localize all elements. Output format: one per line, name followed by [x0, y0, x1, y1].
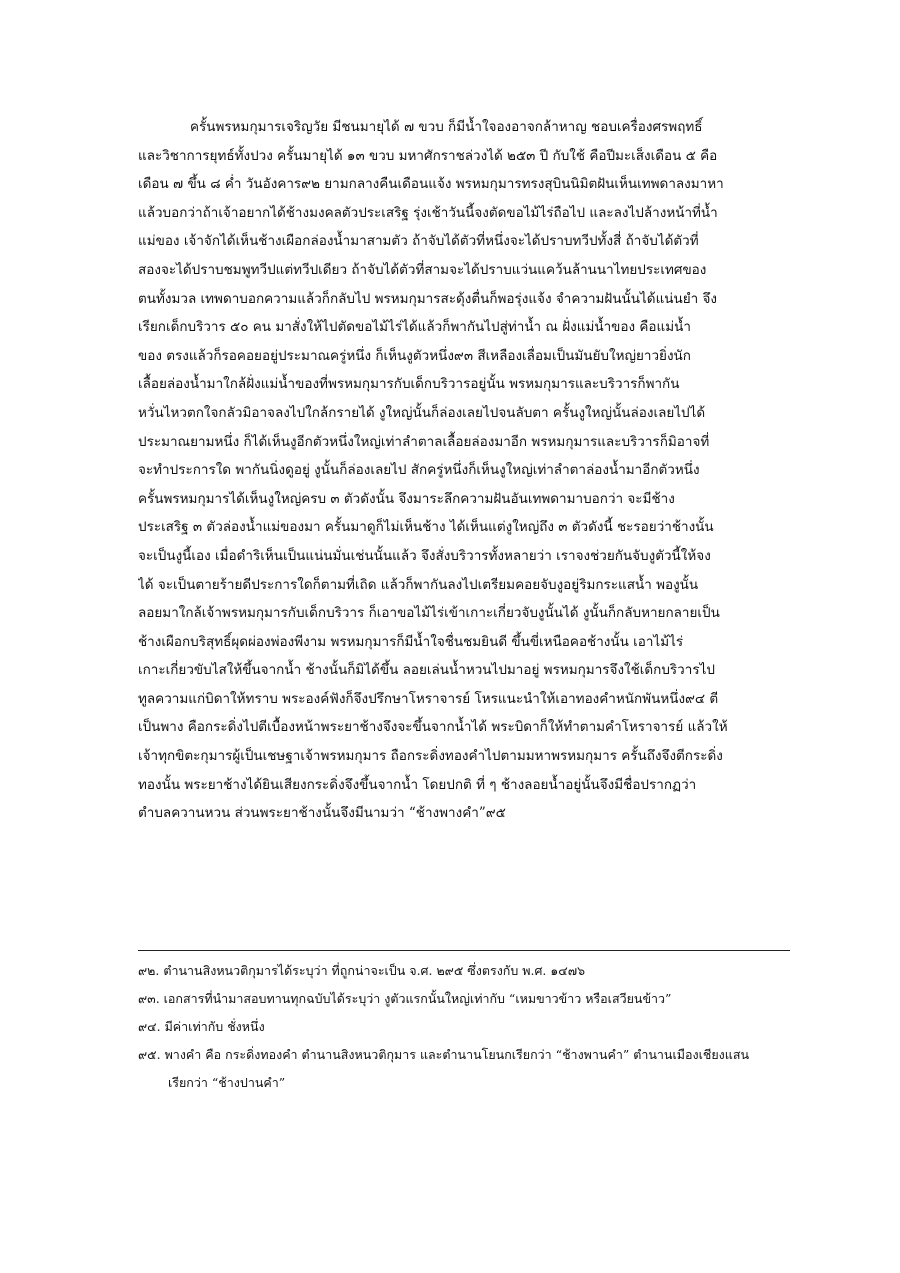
paragraph-line: ได้ จะเป็นตายร้ายดีประการใดก็ตามที่เถิด แล้วก็พากันลงไปเตรียมคอยจับงูอยู่ริมกระแสน้ำ พองูนั้น — [138, 576, 699, 593]
paragraph-line: ทูลความแก่บิดาให้ทราบ พระองค์ฟังก็จึงปรึกษาโหราจารย์ โหรแนะนำให้เอาทองคำหนักพันหนึ่ง๙๔ ตี — [138, 690, 719, 707]
paragraph-line: ประมาณยามหนึ่ง ก็ได้เห็นงูอีกตัวหนึ่งใหญ่เท่าลำตาลเลื้อยล่องมาอีก พรหมกุมารและบริวารก็มิอาจที่ — [138, 433, 710, 450]
footnote-94: ๙๔. มีค่าเท่ากับ ชั่งหนึ่ง — [138, 1019, 265, 1034]
paragraph-line: ครั้นพรหมกุมารได้เห็นงูใหญ่ครบ ๓ ตัวดังนั้น จึงมาระลึกความฝันอันเทพดามาบอกว่า จะมีช้าง — [138, 490, 675, 507]
footnote-95-continuation: เรียกว่า “ช้างปานคำ” — [168, 1075, 286, 1090]
paragraph-line: เจ้าทุกขิตะกุมารผู้เป็นเชษฐาเจ้าพรหมกุมาร ถือกระดิ่งทองคำไปตามมหาพรหมกุมาร ครั้นถึงจึงตีกระดิ่ง — [138, 748, 723, 765]
paragraph-line: เลื้อยล่องน้ำมาใกล้ฝั่งแม่น้ำของที่พรหมกุมารกับเด็กบริวารอยู่นั้น พรหมกุมารและบริวารก็พากัน — [138, 376, 680, 393]
footnote-95: ๙๕. พางคำ คือ กระดิ่งทองคำ ตำนานสิงหนวติกุมาร และตำนานโยนกเรียกว่า “ช้างพานคำ” ตำนานเมืองเชียงแสน — [138, 1047, 750, 1062]
paragraph-line: เดือน ๗ ขึ้น ๘ ค่ำ วันอังคาร๙๒ ยามกลางคืนเดือนแจ้ง พรหมกุมารทรงสุบินนิมิตฝันเห็นเทพดาลงมาหา — [138, 176, 724, 193]
paragraph-line: ทองนั้น พระยาช้างได้ยินเสียงกระดิ่งจึงขึ้นจากน้ำ โดยปกติ ที่ ๆ ช้างลอยน้ำอยู่นั้นจึงมีชื่อปรากฏว่า — [138, 776, 697, 793]
paragraph-line: และวิชาการยุทธ์ทั้งปวง ครั้นมายุได้ ๑๓ ขวบ มหาศักราชล่วงได้ ๒๕๓ ปี กับใช้ คือปีมะเส็งเดือน ๕ คือ — [138, 147, 718, 164]
paragraph-line: จะเป็นงูนี้เอง เมื่อดำริเห็นเป็นแน่นมั่นเช่นนั้นแล้ว จึงสั่งบริวารทั้งหลายว่า เราจงช่วยกันจับงูตัวนี้ให้จง — [138, 547, 711, 564]
paragraph-line: สองจะได้ปราบชมพูทวีปแต่ทวีปเดียว ถ้าจับได้ตัวที่สามจะได้ปราบแว่นแคว้นล้านนาไทยประเทศของ — [138, 261, 707, 278]
paragraph-line: ของ ตรงแล้วก็รอคอยอยู่ประมาณครู่หนึ่ง ก็เห็นงูตัวหนึ่ง๙๓ สีเหลืองเลื่อมเป็นมันยับใหญ่ยาวยิ่งนัก — [138, 347, 691, 364]
paragraph-line: ตำบลควานหวน ส่วนพระยาช้างนั้นจึงมีนามว่า “ช้างพางคำ”๙๕ — [138, 805, 506, 822]
body-text — [138, 113, 793, 828]
paragraph-line: เกาะเกี่ยวขับไสให้ขึ้นจากน้ำ ช้างนั้นก็มิได้ขึ้น ลอยเล่นน้ำหวนไปมาอยู่ พรหมกุมารจึงใช้เด็กบริวารไป — [138, 662, 715, 679]
paragraph-line: ตนทั้งมวล เทพดาบอกความแล้วก็กลับไป พรหมกุมารสะดุ้งตื่นก็พอรุ่งแจ้ง จำความฝันนั้นได้แน่นยำ จึง — [138, 290, 718, 307]
footnote-divider — [138, 950, 790, 951]
paragraph-line: เป็นพาง คือกระดิ่งไปตีเบื้องหน้าพระยาช้างจึงจะขึ้นจากน้ำได้ พระบิดาก็ให้ทำตามคำโหราจารย์ แล้วให้ — [138, 719, 728, 736]
paragraph-line: แม่ของ เจ้าจักได้เห็นช้างเผือกล่องน้ำมาสามตัว ถ้าจับได้ตัวที่หนึ่งจะได้ปราบทวีปทั้งสี่ ถ้าจับได้ตัวที่ — [138, 233, 699, 250]
paragraph-line: ครั้นพรหมกุมารเจริญวัย มีชนมายุได้ ๗ ขวบ ก็มีน้ำใจองอาจกล้าหาญ ชอบเครื่องศรพฤทธิ์ — [190, 119, 703, 135]
footnote-93: ๙๓. เอกสารที่นำมาสอบทานทุกฉบับได้ระบุว่า งูตัวแรกนั้นใหญ่เท่ากับ “เหมขาวข้าว หรือเสวียนข้าว” — [138, 991, 672, 1006]
paragraph-line: หวั่นไหวตกใจกลัวมิอาจลงไปใกล้กรายได้ งูใหญ่นั้นก็ล่องเลยไปจนลับตา ครั้นงูใหญ่นั้นล่องเลยไปได้ — [138, 404, 706, 421]
footnote-92: ๙๒. ตำนานสิงหนวติกุมารได้ระบุว่า ที่ถูกน่าจะเป็น จ.ศ. ๒๙๕ ซึ่งตรงกับ พ.ศ. ๑๔๗๖ — [138, 963, 586, 978]
paragraph-line: ประเสริฐ ๓ ตัวล่องน้ำแม่ของมา ครั้นมาดูก็ไม่เห็นช้าง ได้เห็นแต่งูใหญ่ถึง ๓ ตัวดังนี้ ชะรอยว่าช้างนั้น — [138, 519, 714, 536]
paragraph-line: จะทำประการใด พากันนิ่งดูอยู่ งูนั้นก็ล่องเลยไป สักครู่หนึ่งก็เห็นงูใหญ่เท่าลำตาล่องน้ำมาอีกตัวหนึ่ง — [138, 462, 700, 479]
footnotes — [138, 957, 793, 1097]
paragraph-line: เรียกเด็กบริวาร ๕๐ คน มาสั่งให้ไปตัดขอไม้ไร่ได้แล้วก็พากันไปสู่ท่าน้ำ ณ ฝั่งแม่น้ำของ คือแม่น้ำ — [138, 319, 691, 336]
paragraph-line: ลอยมาใกล้เจ้าพรหมกุมารกับเด็กบริวาร ก็เอาขอไม้ไร่เข้าเกาะเกี่ยวจับงูนั้นได้ งูนั้นก็กลับหายกลายเป็น — [138, 605, 720, 622]
paragraph-line: ช้างเผือกบริสุทธิ์ผุดผ่องพ่องพีงาม พรหมกุมารก็มีน้ำใจชื่นชมยินดี ขึ้นขี่เหนือคอช้างนั้น เอาไม้ไร่ — [138, 633, 684, 650]
paragraph-line: แล้วบอกว่าถ้าเจ้าอยากได้ช้างมงคลตัวประเสริฐ รุ่งเช้าวันนี้จงตัดขอไม้ไร่ถือไป และลงไปล้างหน้าที่น้ำ — [138, 204, 718, 221]
